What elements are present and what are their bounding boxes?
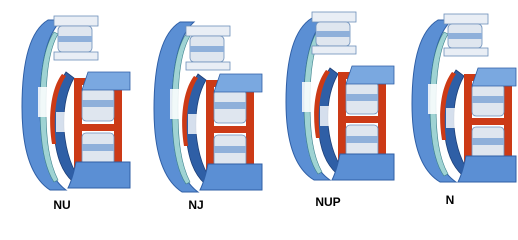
bearing-nup-label: NUP <box>315 195 341 209</box>
bearing-nup-illustration <box>282 10 397 185</box>
bearing-nj-label: NJ <box>188 198 204 212</box>
top-roller <box>186 26 230 70</box>
top-roller <box>54 16 98 60</box>
bearing-n-illustration <box>408 12 518 187</box>
bearing-nu-illustration <box>18 12 133 192</box>
bearing-n-label: N <box>445 193 455 207</box>
bearing-nj-illustration <box>150 14 265 194</box>
top-roller <box>444 14 488 56</box>
bearing-nu-label: NU <box>53 198 71 212</box>
top-roller <box>312 12 356 54</box>
